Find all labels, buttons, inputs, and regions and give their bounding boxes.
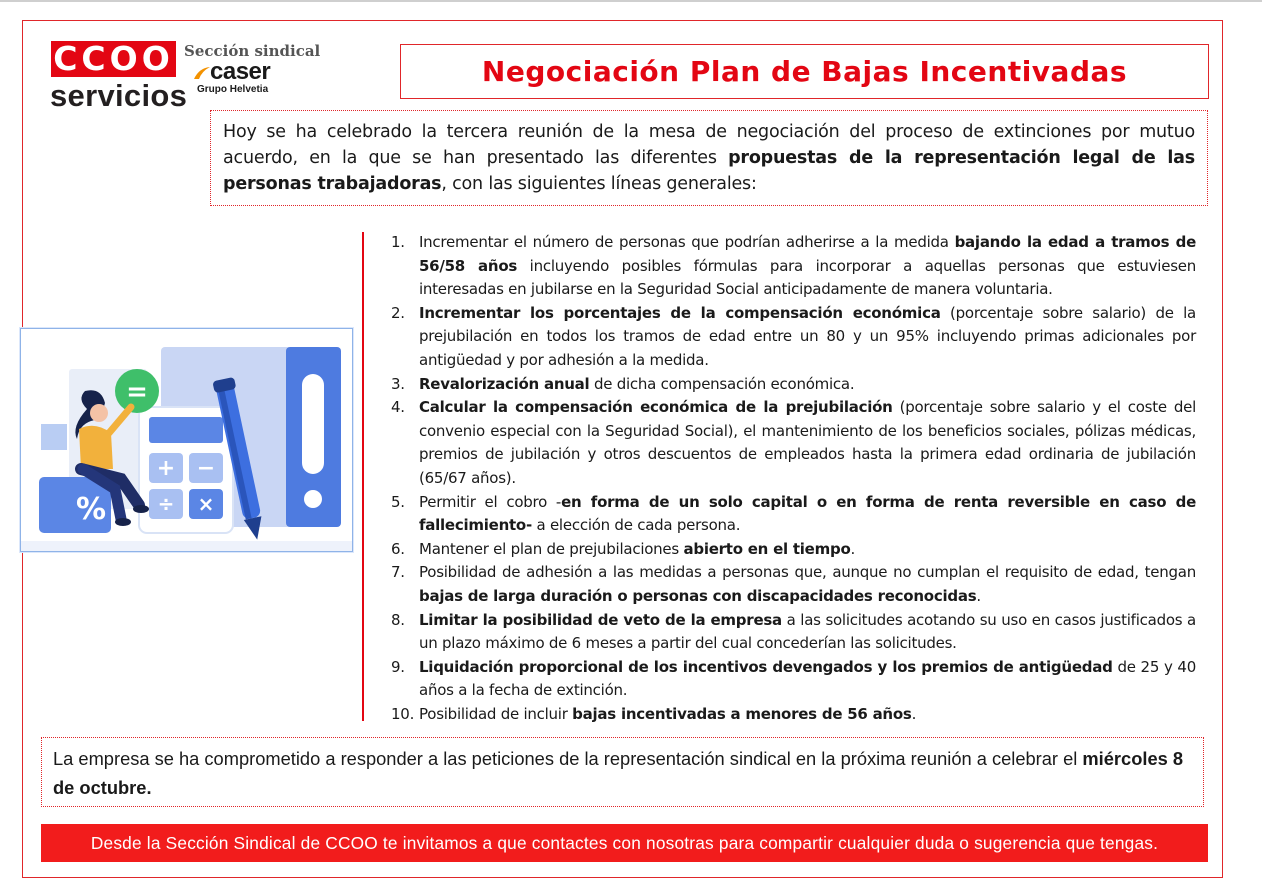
item-text: Incrementar el número de personas que podrían adherirse a la medida bbox=[419, 233, 955, 251]
list-item bbox=[391, 703, 1196, 727]
seccion-sindical-label: Sección sindical bbox=[184, 42, 321, 60]
intro-text-end: , con las siguientes líneas generales: bbox=[441, 174, 757, 194]
item-bold: en forma de un solo capital o en forma de renta reversible en caso de fallecimiento- bbox=[419, 492, 1197, 535]
list-item bbox=[391, 538, 1196, 562]
list-item bbox=[391, 561, 1196, 608]
item-number: 10. bbox=[391, 704, 415, 723]
list-item bbox=[391, 396, 1196, 490]
illustration-svg bbox=[21, 329, 352, 551]
servicios-logo-text: servicios bbox=[50, 78, 188, 113]
intro-box bbox=[210, 110, 1208, 206]
commitment-text: La empresa se ha comprometido a responder a las peticiones de la representación sindical en la próxima reunión a celebrar el bbox=[53, 748, 1083, 769]
proposals-list bbox=[391, 231, 1196, 726]
item-number: 5. bbox=[391, 492, 405, 511]
item-bold: abierto en el tiempo bbox=[683, 539, 851, 558]
plus-key-label: + bbox=[156, 456, 176, 481]
list-item bbox=[391, 491, 1196, 538]
binder-ring bbox=[304, 490, 322, 508]
floor-strip bbox=[21, 541, 352, 551]
intro-text-bold: propuestas de la representación legal de las personas trabajadoras bbox=[223, 148, 1195, 194]
item-number: 9. bbox=[391, 657, 405, 676]
calculator-display bbox=[149, 417, 223, 443]
item-number: 4. bbox=[391, 398, 405, 417]
list-item bbox=[391, 302, 1196, 373]
item-text: Mantener el plan de prejubilaciones bbox=[419, 539, 684, 558]
item-number: 7. bbox=[391, 563, 405, 582]
item-text-end: de dicha compensación económica. bbox=[589, 374, 855, 393]
list-item bbox=[391, 231, 1196, 302]
minus-key-label: − bbox=[196, 456, 216, 481]
footer-banner bbox=[41, 824, 1208, 862]
item-text-end: de 25 y 40 años a la fecha de extinción. bbox=[419, 657, 1196, 700]
item-bold: Incrementar los porcentajes de la compensación económica bbox=[419, 303, 941, 322]
item-bold: Limitar la posibilidad de veto de la empresa bbox=[419, 610, 782, 629]
item-text: Posibilidad de adhesión a las medidas a personas que, aunque no cumplan el requisito de edad, tengan bbox=[419, 563, 1196, 582]
item-bold: bajando la edad a tramos de 56/58 años bbox=[419, 233, 1196, 275]
item-text-end: . bbox=[850, 539, 856, 558]
commitment-box bbox=[41, 737, 1204, 807]
percent-symbol: % bbox=[75, 492, 107, 527]
item-number: 8. bbox=[391, 610, 405, 629]
item-number: 3. bbox=[391, 374, 405, 393]
footer-text: Desde la Sección Sindical de CCOO te invitamos a que contactes con nosotras para compartir cualquier duda o sugerencia que tengas. bbox=[90, 832, 1159, 853]
divide-key-label: ÷ bbox=[157, 492, 175, 516]
binder-label bbox=[302, 374, 324, 474]
list-item bbox=[391, 373, 1196, 397]
item-bold: bajas incentivadas a menores de 56 años bbox=[572, 704, 912, 723]
times-key-label: × bbox=[197, 492, 215, 516]
ccoo-logo: CCOO bbox=[53, 39, 174, 78]
item-text-end: incluyendo posibles fórmulas para incorporar a aquellas personas que estuviesen interesadas en jubilarse en la Seguridad Social anticipadamente de manera voluntaria. bbox=[419, 256, 1196, 299]
calculator-illustration bbox=[20, 328, 353, 552]
intro-text-start: Hoy se ha celebrado la tercera reunión de la mesa de negociación del proceso de extinciones por mutuo acuerdo, en la que se han presentado las diferentes bbox=[223, 122, 1195, 168]
item-number: 6. bbox=[391, 539, 405, 558]
commitment-paragraph bbox=[53, 744, 1192, 802]
list-item bbox=[391, 609, 1196, 656]
vertical-divider bbox=[362, 232, 364, 721]
item-text-end: (porcentaje sobre salario) de la prejubilación en todos los tramos de edad entre un 80 y un 95% incluyendo primas adicionales por antigüedad y por adhesión a la medida. bbox=[419, 303, 1196, 369]
item-text-end: a elección de cada persona. bbox=[531, 516, 741, 535]
item-text-end: . bbox=[976, 586, 981, 605]
item-text-end: (porcentaje sobre salario y el coste del convenio especial con la Seguridad Social), el mantenimiento de los beneficios sociales, pólizas médicas, premios de jubilación y otros descuentos de empleados hasta la primera edad ordinaria de jubilación (65/67 años). bbox=[419, 398, 1197, 487]
item-text: Permitir el cobro - bbox=[419, 492, 562, 511]
item-number: 2. bbox=[391, 303, 405, 322]
commitment-date: miércoles 8 de octubre. bbox=[53, 748, 1184, 798]
item-number: 1. bbox=[391, 233, 405, 251]
equals-symbol: = bbox=[126, 377, 148, 407]
list-item bbox=[391, 656, 1196, 703]
caser-logo-text: caser bbox=[210, 58, 271, 85]
item-text-end: . bbox=[911, 704, 917, 723]
page-title: Negociación Plan de Bajas Incentivadas bbox=[481, 55, 1128, 88]
item-bold: Revalorización anual bbox=[419, 374, 590, 393]
item-text: Posibilidad de incluir bbox=[419, 704, 573, 723]
caser-swoosh-icon bbox=[193, 66, 211, 80]
grupo-helvetia-label: Grupo Helvetia bbox=[197, 84, 269, 95]
title-box bbox=[400, 44, 1209, 99]
item-bold: bajas de larga duración o personas con discapacidades reconocidas bbox=[419, 586, 977, 605]
decor-square bbox=[41, 424, 67, 450]
item-text-end: a las solicitudes acotando su uso en casos justificados a un plazo máximo de 6 meses a partir del cual concederían las solicitudes. bbox=[419, 610, 1196, 653]
intro-paragraph bbox=[223, 119, 1195, 197]
item-bold: Calcular la compensación económica de la prejubilación bbox=[419, 398, 893, 417]
item-bold: Liquidación proporcional de los incentivos devengados y los premios de antigüedad bbox=[419, 657, 1113, 676]
